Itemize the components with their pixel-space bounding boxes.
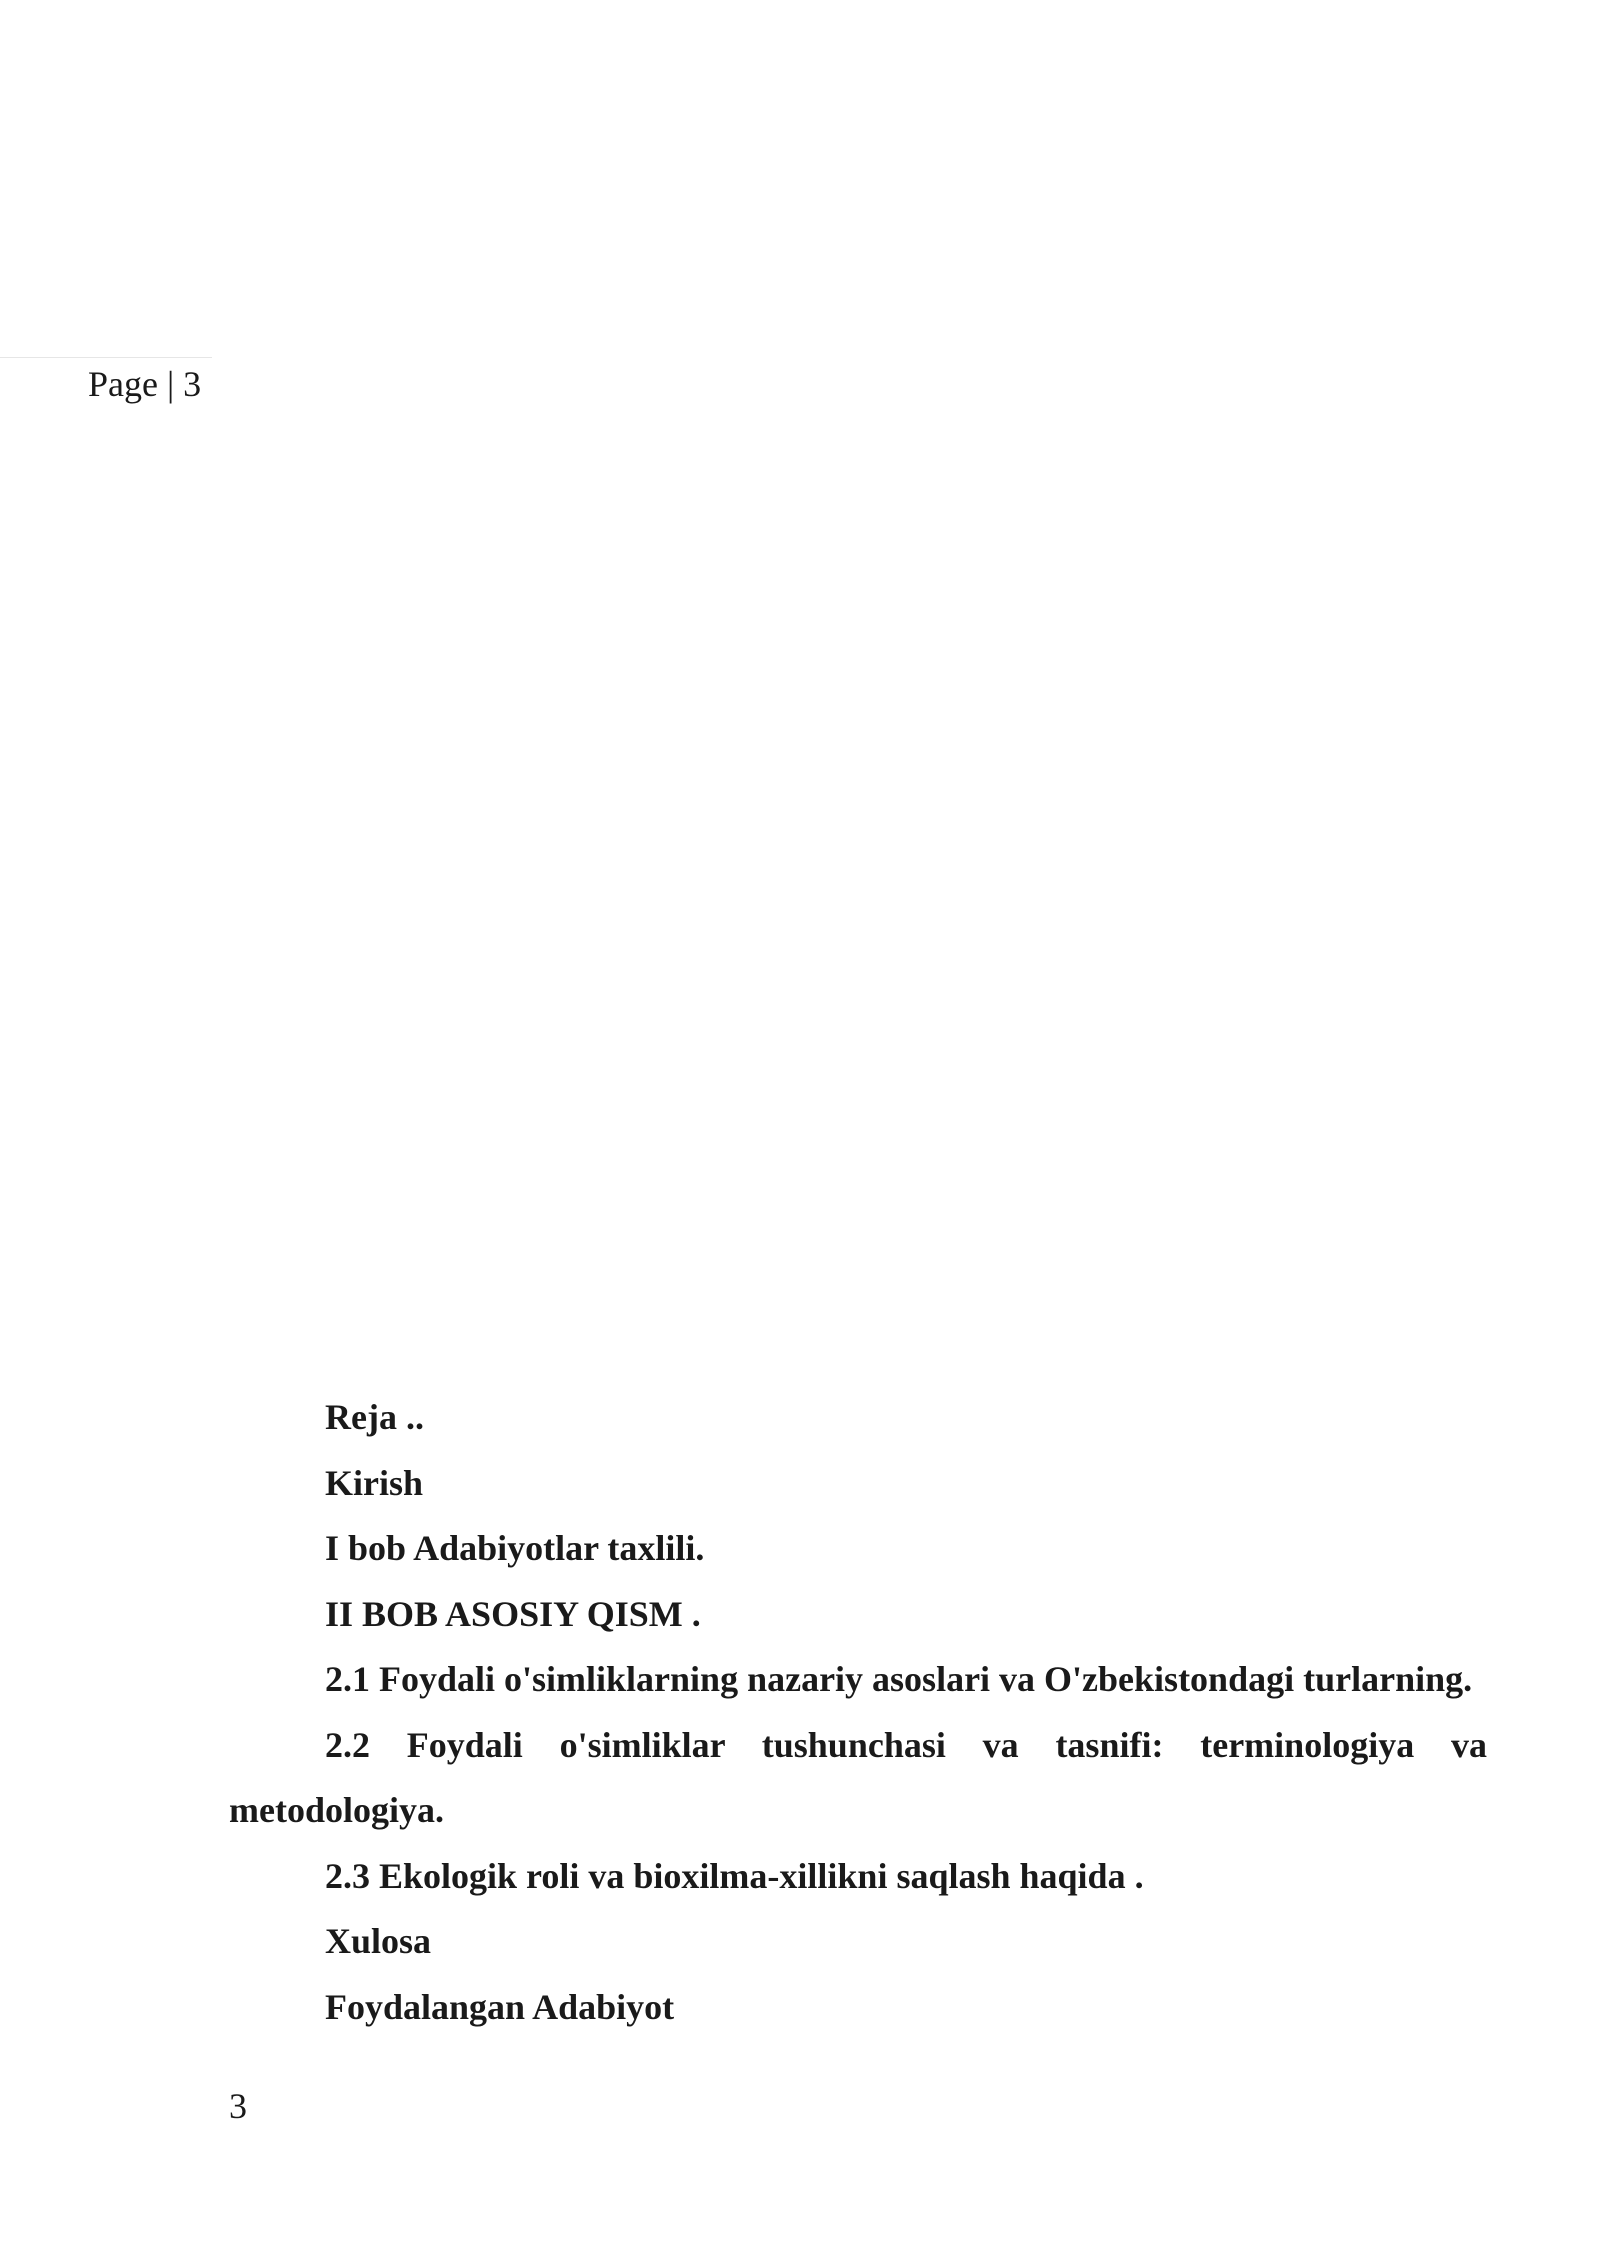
toc-item-section-2-3: 2.3 Ekologik roli va bioxilma-xillikni saqlash haqida . — [325, 1855, 1144, 1896]
toc-item-section-2-2: 2.2 Foydali o'simliklar tushunchasi va tasnifi: terminologiya va metodologiya. — [229, 1724, 1487, 1830]
toc-item-kirish: Kirish — [325, 1462, 424, 1503]
table-of-contents — [229, 1385, 1487, 2040]
toc-item-chapter-2: II BOB ASOSIY QISM . — [325, 1593, 701, 1634]
toc-item-chapter-1: I bob Adabiyotlar taxlili. — [325, 1528, 705, 1568]
header-divider — [0, 357, 212, 358]
toc-item-reja: Reja .. — [325, 1397, 424, 1437]
footer-page-number: 3 — [229, 2086, 247, 2126]
toc-item-section-2-1: 2.1 Foydali o'simliklarning nazariy asoslari va O'zbekistondagi turlarning. — [325, 1659, 1473, 1699]
toc-item-references: Foydalangan Adabiyot — [325, 1986, 675, 2027]
toc-item-xulosa: Xulosa — [325, 1921, 432, 1961]
header-page-label: Page | 3 — [88, 364, 202, 404]
